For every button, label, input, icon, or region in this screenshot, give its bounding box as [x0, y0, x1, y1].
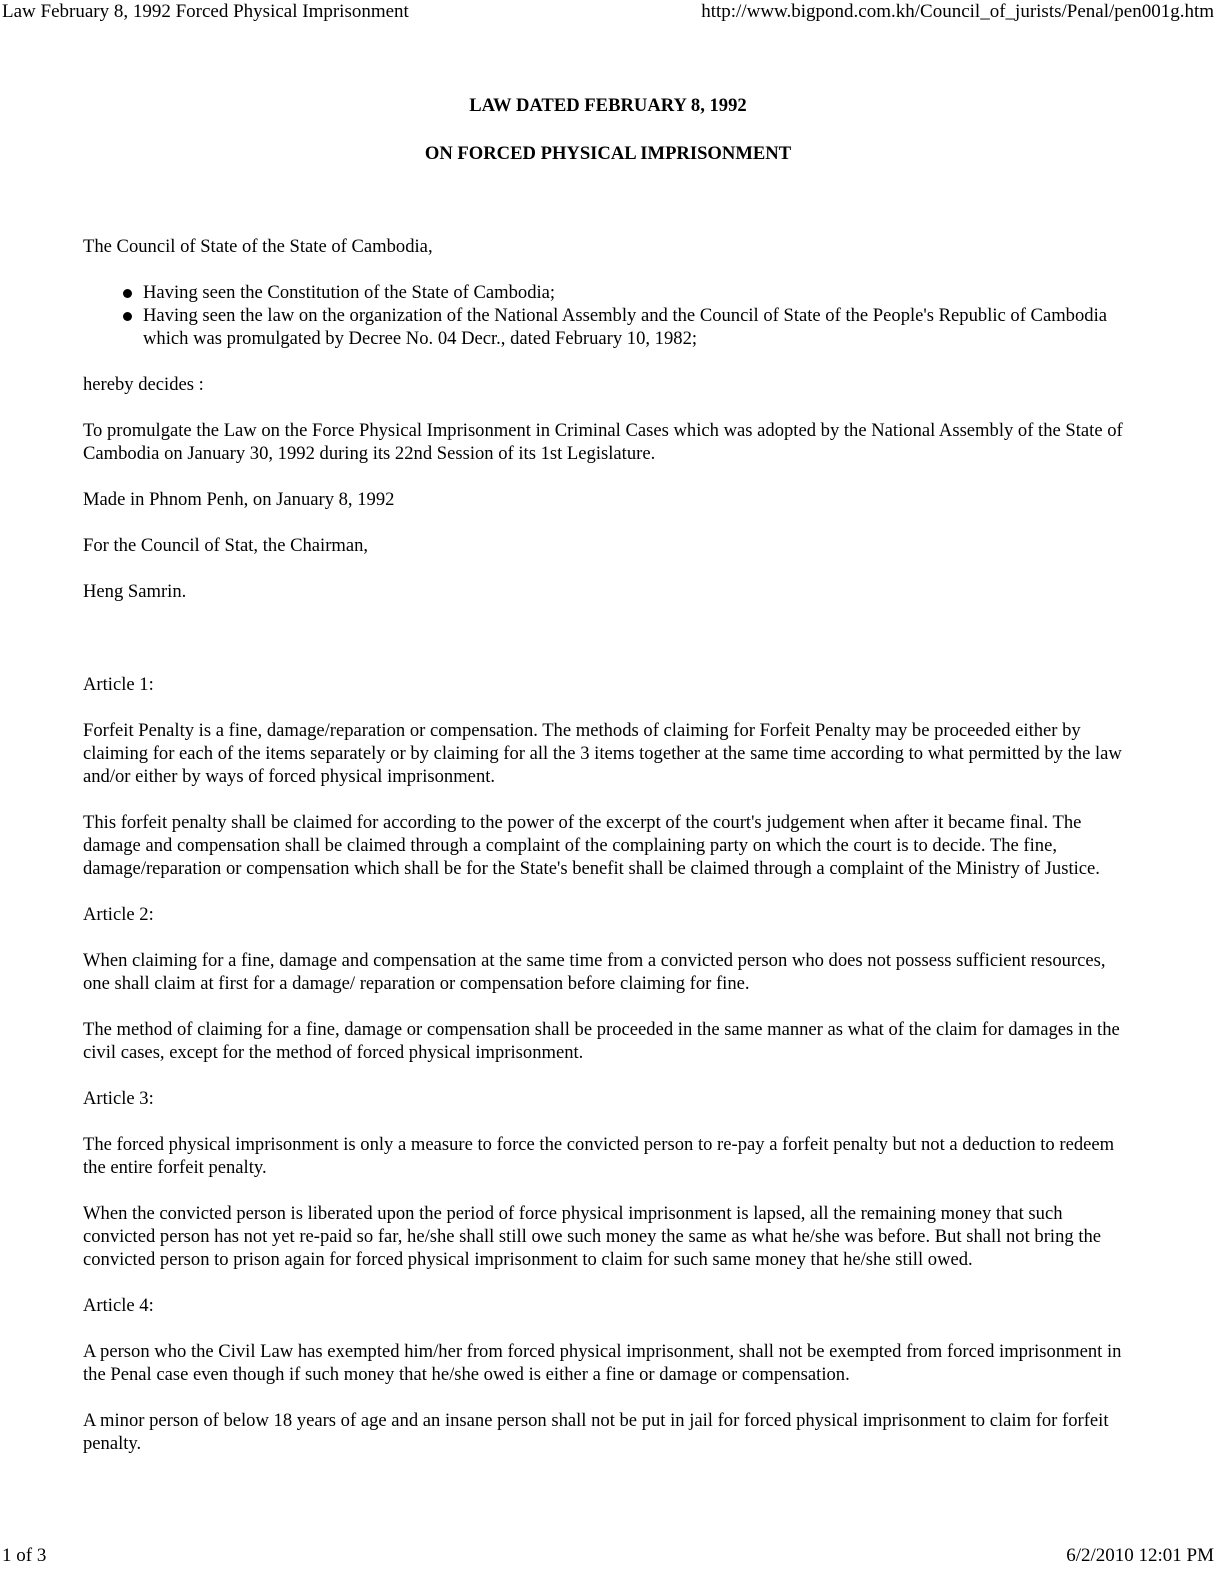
signatory-name: Heng Samrin. — [83, 581, 187, 602]
article-heading: Article 3: — [83, 1088, 154, 1109]
bullet-icon — [123, 312, 132, 321]
article-heading: Article 2: — [83, 904, 154, 925]
article-paragraph: The forced physical imprisonment is only a measure to force the convicted person to re-pay a forfeit penalty but not a deduction to redeem the entire forfeit penalty. — [83, 1134, 1115, 1178]
print-footer — [0, 1544, 1214, 1570]
print-header-page-title: Law February 8, 1992 Forced Physical Imprisonment — [2, 1, 409, 22]
preamble: The Council of State of the State of Cambodia, — [83, 236, 433, 257]
article-3 — [83, 1087, 1133, 1271]
article-heading: Article 4: — [83, 1295, 154, 1316]
article-paragraph: Forfeit Penalty is a fine, damage/reparation or compensation. The methods of claiming for Forfeit Penalty may be proceeded either by claiming for each of the items separately or by claiming for all the 3 items together at the same time according to what permitted by the law and/or either by ways of forced physical imprisonment. — [83, 720, 1122, 787]
article-1 — [83, 673, 1133, 880]
page-count: 1 of 3 — [2, 1545, 47, 1566]
print-header — [0, 0, 1214, 26]
document-body — [83, 94, 1133, 1478]
consideration-text: Having seen the Constitution of the State of Cambodia; — [143, 282, 556, 303]
article-paragraph: A minor person of below 18 years of age and an insane person shall not be put in jail for forced physical imprisonment to claim for forfeit penalty. — [83, 1410, 1109, 1454]
article-paragraph: When claiming for a fine, damage and compensation at the same time from a convicted person who does not possess sufficient resources, one shall claim at first for a damage/ reparation or compensation before claiming for fine. — [83, 950, 1106, 994]
made-in-line: Made in Phnom Penh, on January 8, 1992 — [83, 489, 395, 510]
considerations-list — [83, 281, 1133, 350]
decides-clause: hereby decides : — [83, 374, 204, 395]
article-paragraph: This forfeit penalty shall be claimed for according to the power of the excerpt of the court's judgement when after it became final. The damage and compensation shall be claimed through a complaint of the complaining party on which the court is to decide. The fine, damage/reparation or compensation which shall be for the State's benefit shall be claimed through a complaint of the Ministry of Justice. — [83, 812, 1100, 879]
document-subtitle: ON FORCED PHYSICAL IMPRISONMENT — [424, 143, 792, 164]
article-heading: Article 1: — [83, 674, 154, 695]
list-item — [143, 304, 1133, 350]
article-2 — [83, 903, 1133, 1064]
article-4 — [83, 1294, 1133, 1455]
print-header-url: http://www.bigpond.com.kh/Council_of_jurists/Penal/pen001g.htm — [701, 1, 1214, 22]
bullet-icon — [123, 289, 132, 298]
list-item — [143, 281, 1133, 304]
consideration-text: Having seen the law on the organization of the National Assembly and the Council of State of the People's Republic of Cambodia which was promulgated by Decree No. 04 Decr., dated February 10, 1982; — [143, 305, 1107, 349]
document-title: LAW DATED FEBRUARY 8, 1992 — [469, 95, 747, 116]
print-timestamp: 6/2/2010 12:01 PM — [1066, 1545, 1214, 1566]
promulgation-clause: To promulgate the Law on the Force Physical Imprisonment in Criminal Cases which was adopted by the National Assembly of the State of Cambodia on January 30, 1992 during its 22nd Session of its 1st Legislature. — [83, 420, 1123, 464]
article-paragraph: When the convicted person is liberated upon the period of force physical imprisonment is lapsed, all the remaining money that such convicted person has not yet re-paid so far, he/she shall still owe such money the same as what he/she was before. But shall not bring the convicted person to prison again for forced physical imprisonment to claim for such same money that he/she still owed. — [83, 1203, 1102, 1270]
section-gap — [83, 626, 1133, 673]
article-paragraph: A person who the Civil Law has exempted him/her from forced physical imprisonment, shall not be exempted from forced imprisonment in the Penal case even though if such money that he/she owed is either a fine or damage or compensation. — [83, 1341, 1122, 1385]
signatory-role: For the Council of Stat, the Chairman, — [83, 535, 369, 556]
article-paragraph: The method of claiming for a fine, damage or compensation shall be proceeded in the same manner as what of the claim for damages in the civil cases, except for the method of forced physical imprisonment. — [83, 1019, 1120, 1063]
